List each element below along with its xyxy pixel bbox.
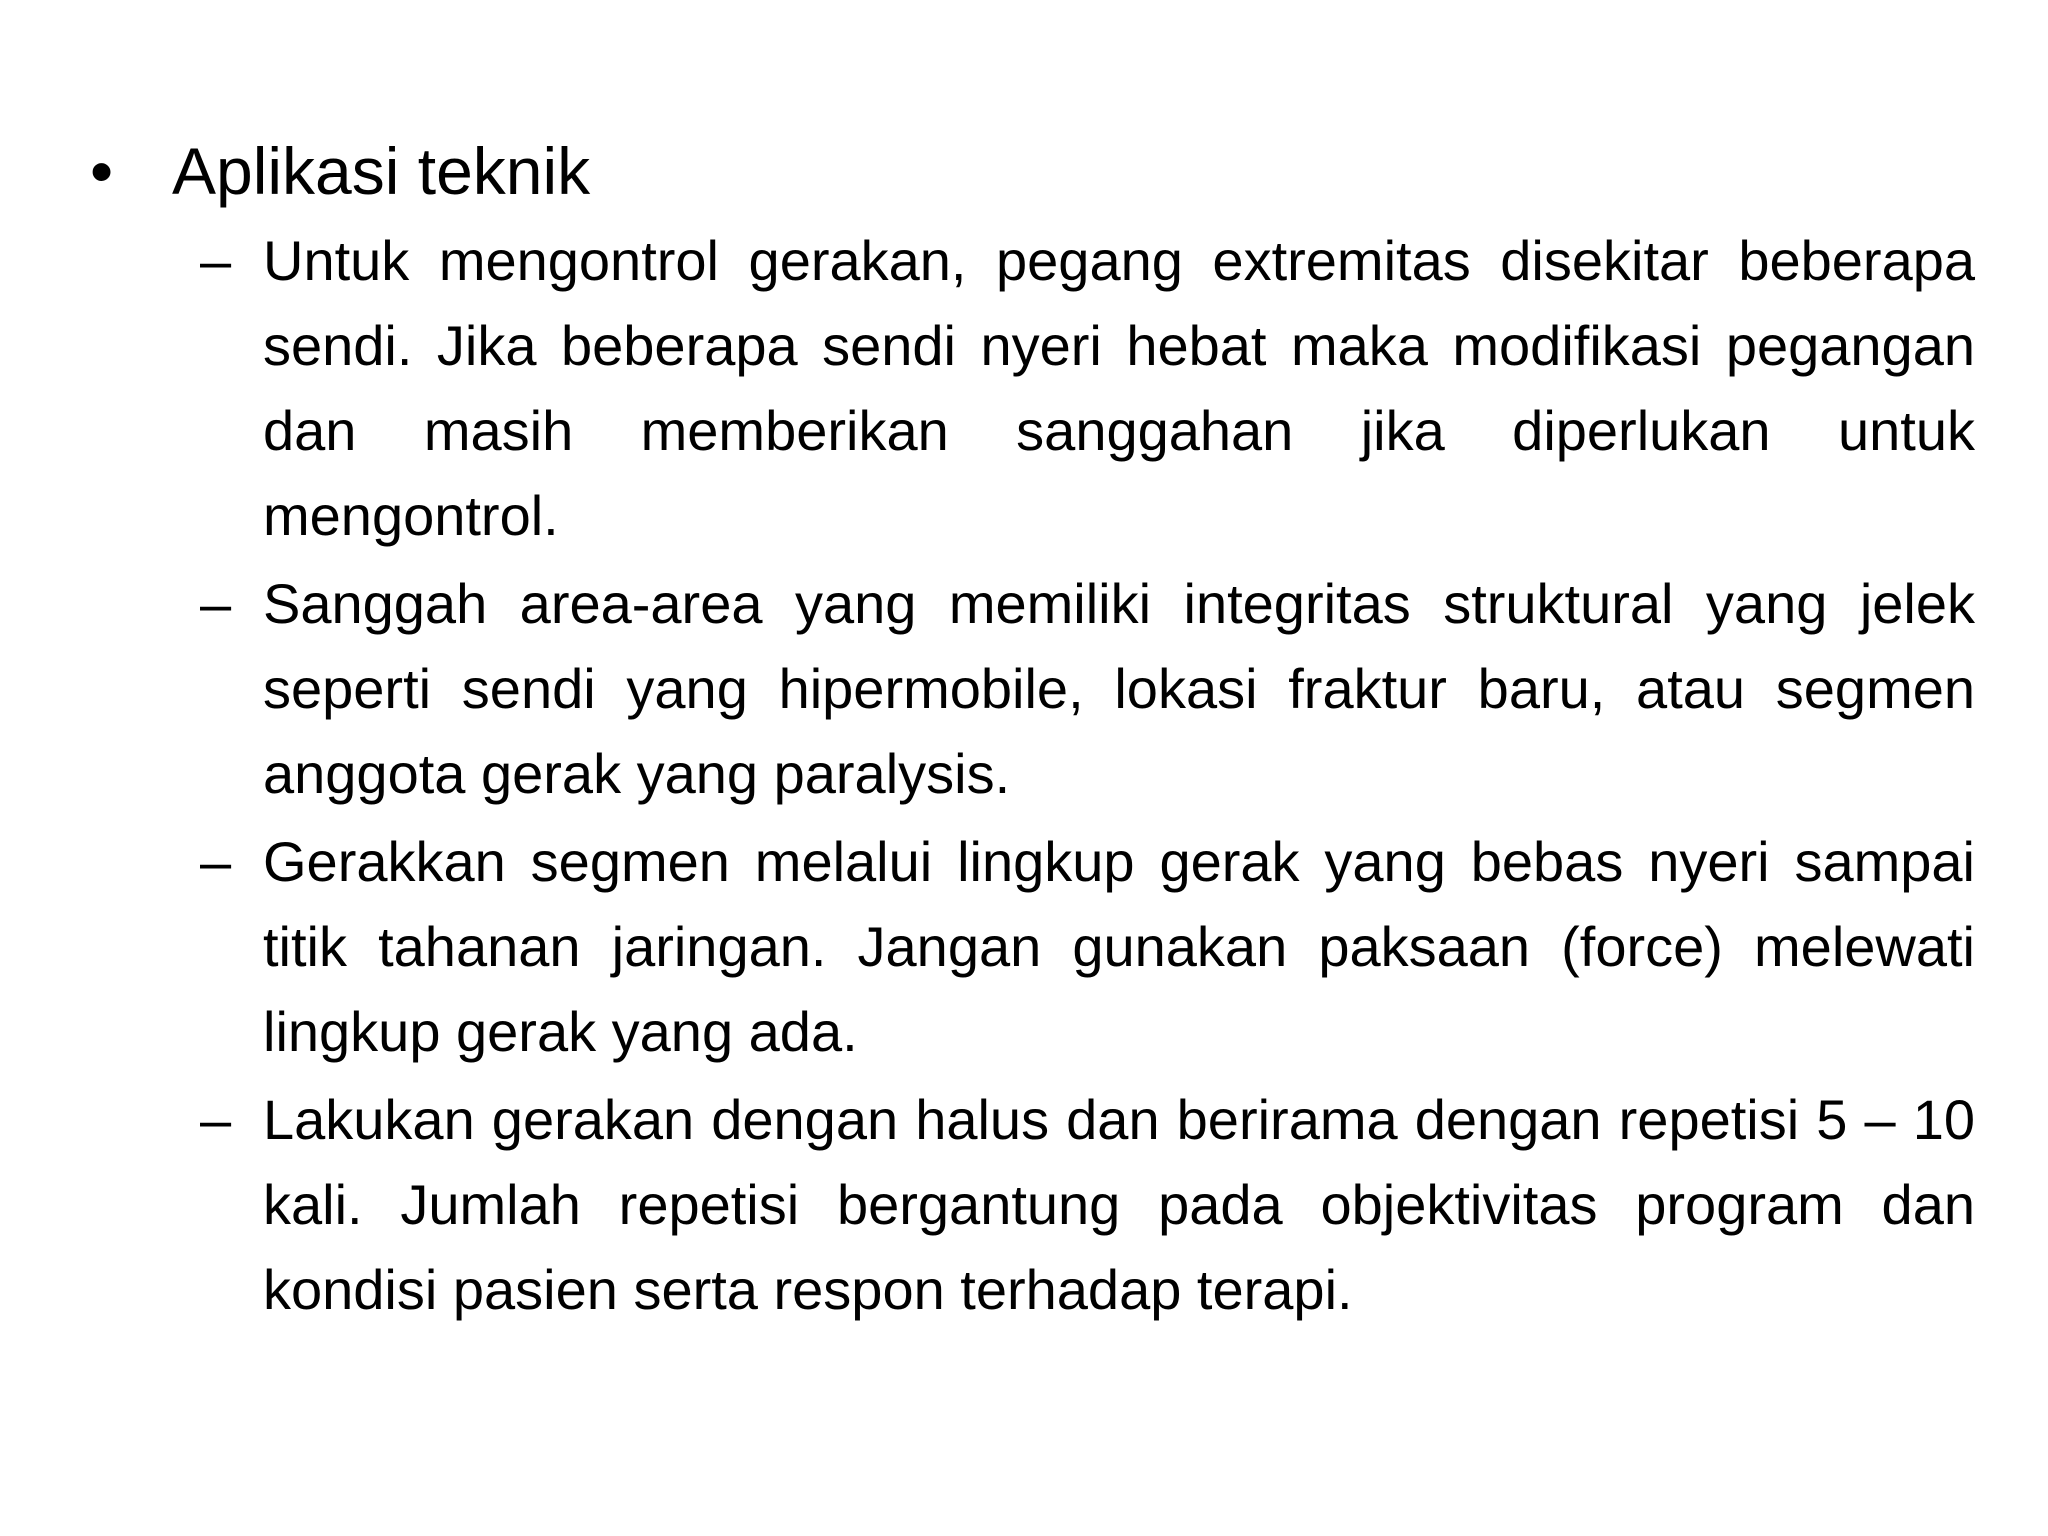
sub-bullet-item [200,819,1975,1074]
heading-text: Aplikasi teknik [172,134,591,208]
sub-bullet-text: Gerakkan segmen melalui lingkup gerak yang bebas nyeri sampai titik tahanan jaringan. Jangan gunakan paksaan (force) melewati lingkup gerak yang ada. [263,830,1975,1063]
dash-icon: – [200,572,232,635]
sub-bullet-text: Sanggah area-area yang memiliki integritas struktural yang jelek seperti sendi yang hipermobile, lokasi fraktur baru, atau segmen anggota gerak yang paralysis. [263,572,1975,805]
sub-bullet-item [200,1077,1975,1332]
bullet-icon: • [90,134,114,208]
bullet-item-heading [90,128,1990,214]
sub-bullet-text: Lakukan gerakan dengan halus dan berirama dengan repetisi 5 – 10 kali. Jumlah repetisi bergantung pada objektivitas program dan kondisi pasien serta respon terhadap terapi. [263,1088,1975,1321]
slide-content [90,128,1990,1335]
dash-icon: – [200,830,232,893]
dash-icon: – [200,229,232,292]
sub-bullet-text: Untuk mengontrol gerakan, pegang extremitas disekitar beberapa sendi. Jika beberapa sendi nyeri hebat maka modifikasi pegangan dan masih memberikan sanggahan jika diperlukan untuk mengontrol. [263,229,1975,547]
sub-bullet-item [200,561,1975,816]
sub-bullet-item [200,218,1975,558]
sub-bullet-list [90,218,1990,1332]
dash-icon: – [200,1088,232,1151]
